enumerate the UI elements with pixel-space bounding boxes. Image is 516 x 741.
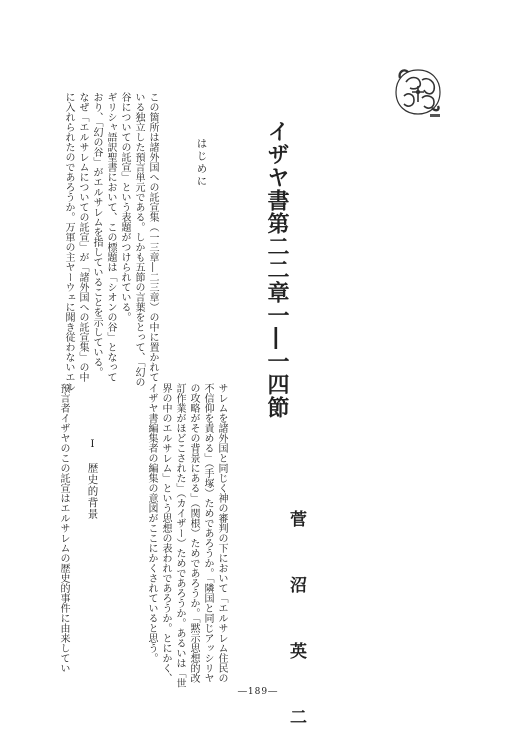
text-line: 訂作業がほどこされた」（カイザー）ためであろうか。あるいは「世 (174, 383, 185, 688)
text-line: イザヤ書編集者の編集の意図がここにかくされていると思う。 (146, 383, 157, 663)
emblem-logo-icon (388, 62, 448, 122)
text-line: 預言者イザヤのこの託宣はエルサレムの歴史的事件に由来してい (58, 383, 69, 673)
text-line: に入れられたのであろうか。万軍の主ヤーウェに聞き従わないエル (63, 92, 74, 392)
text-line: ギリシャ語訳聖書において、この標題は「シオンの谷」となって (105, 92, 116, 382)
text-line: この箇所は諸外国への託宣集（一三章―二三章）の中に置かれて (147, 92, 158, 382)
intro-paragraph (61, 92, 159, 392)
section-heading-history: Ⅰ 歴史的背景 (86, 438, 99, 520)
text-line: 界の中のエルサレム」という思想の表われであろうか。とにかく、 (160, 383, 171, 683)
text-line: おり、「幻の谷」がエルサレムを指していることを示している。 (91, 92, 102, 377)
text-line: いる独立した預言単元である。しかも五節の言葉をとって、「幻の (133, 92, 144, 387)
text-line: の攻略がその背景にある」（関根）ためであろうか。「黙示思想的改 (188, 383, 199, 683)
text-line: サレムを諸外国と同じく神の審判の下において「エルサレム住民の (216, 383, 227, 683)
section1-paragraph (56, 383, 70, 673)
page-number: ―189― (237, 687, 279, 697)
text-line: 不信仰を責める」（手塚）ためであろうか。「隣国と同じアッシリヤ (202, 383, 213, 683)
continuation-paragraph (144, 383, 228, 688)
article-title: イザヤ書第二二章一―一四節 (264, 120, 290, 419)
text-line: 谷についての託宣」という表題がつけられている。 (119, 92, 130, 322)
text-line: なぜ「エルサレムについての託宣」が「諸外国への託宣集」の中 (77, 92, 88, 382)
author-name: 菅 沼 英 二 (286, 510, 306, 741)
section-heading-intro: はじめに (195, 138, 208, 188)
